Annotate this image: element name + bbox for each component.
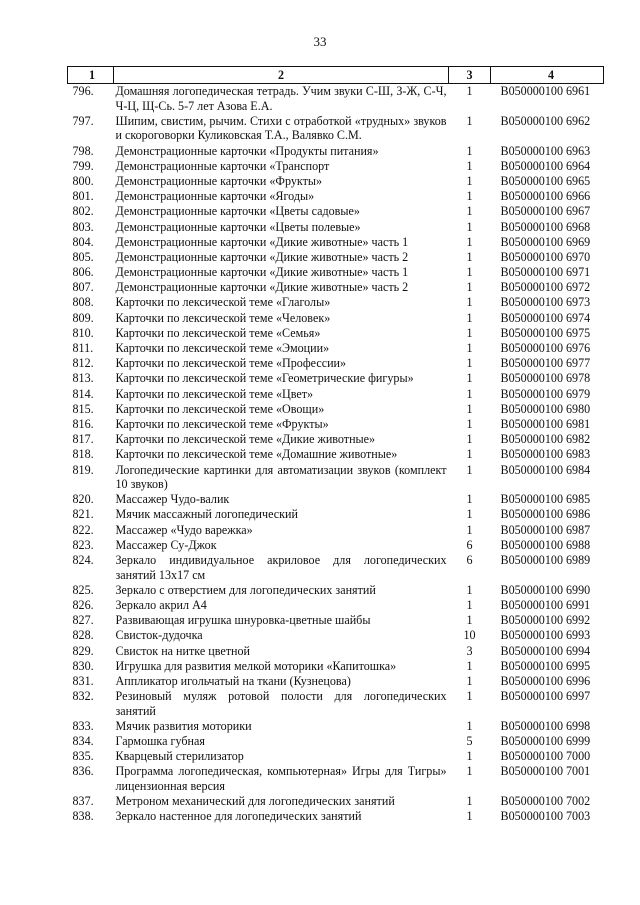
row-number: 809. bbox=[72, 310, 94, 325]
row-inventory-code: B050000100 6969 bbox=[500, 234, 591, 249]
table-row bbox=[68, 523, 604, 538]
row-quantity: 1 bbox=[466, 447, 473, 462]
row-quantity: 1 bbox=[466, 401, 473, 416]
row-number: 801. bbox=[72, 189, 94, 204]
row-inventory-code: B050000100 6991 bbox=[500, 598, 591, 612]
row-quantity: 1 bbox=[466, 371, 473, 386]
table-row bbox=[68, 295, 604, 310]
table-row bbox=[68, 174, 604, 189]
row-inventory-code: B050000100 6964 bbox=[500, 158, 591, 173]
table-row bbox=[68, 432, 604, 447]
row-quantity: 1 bbox=[466, 219, 473, 234]
row-inventory-code: B050000100 6962 bbox=[500, 113, 591, 128]
row-item-name: Демонстрационные карточки «Дикие животные» часть 1 bbox=[115, 265, 409, 280]
row-inventory-code: B050000100 6998 bbox=[500, 718, 591, 733]
table-row bbox=[68, 371, 604, 386]
row-number: 819. bbox=[72, 462, 94, 477]
row-number: 814. bbox=[72, 386, 94, 401]
row-item-name: Резиновый муляж ротовой полости для логопедических занятий bbox=[115, 689, 447, 718]
header-col-2: 2 bbox=[114, 67, 449, 84]
row-inventory-code: B050000100 6974 bbox=[500, 310, 591, 325]
row-inventory-code: B050000100 6963 bbox=[500, 143, 591, 158]
row-inventory-code: B050000100 6981 bbox=[500, 416, 591, 431]
table-row bbox=[68, 235, 604, 250]
row-number: 808. bbox=[72, 295, 94, 310]
row-quantity: 1 bbox=[466, 143, 473, 158]
table-row bbox=[68, 250, 604, 265]
row-number: 802. bbox=[72, 204, 94, 219]
row-inventory-code: B050000100 6975 bbox=[500, 325, 591, 340]
table-row bbox=[68, 447, 604, 462]
row-inventory-code: B050000100 6978 bbox=[500, 371, 591, 386]
table-row bbox=[68, 387, 604, 402]
row-quantity: 10 bbox=[463, 628, 476, 643]
row-quantity: 1 bbox=[466, 234, 473, 249]
row-quantity: 1 bbox=[466, 386, 473, 401]
row-item-name: Логопедические картинки для автоматизации звуков (комплект 10 звуков) bbox=[115, 462, 447, 492]
row-quantity: 1 bbox=[466, 204, 473, 219]
table-row bbox=[68, 114, 604, 144]
table-row bbox=[68, 189, 604, 204]
table-row bbox=[68, 644, 604, 659]
row-inventory-code: B050000100 6965 bbox=[500, 173, 591, 188]
table-row bbox=[68, 598, 604, 613]
row-item-name: Демонстрационные карточки «Цветы полевые» bbox=[115, 219, 361, 234]
row-quantity: 1 bbox=[466, 764, 473, 779]
row-number: 821. bbox=[72, 507, 94, 522]
table-row bbox=[68, 159, 604, 174]
row-number: 832. bbox=[72, 689, 94, 704]
row-number: 811. bbox=[72, 341, 94, 355]
table-row bbox=[68, 538, 604, 553]
table-row bbox=[68, 280, 604, 295]
row-item-name: Демонстрационные карточки «Транспорт bbox=[115, 158, 330, 173]
table-body bbox=[68, 84, 604, 825]
table-row bbox=[68, 553, 604, 583]
row-item-name: Демонстрационные карточки «Фрукты» bbox=[115, 173, 323, 188]
row-item-name: Карточки по лексической теме «Цвет» bbox=[115, 386, 314, 401]
row-quantity: 1 bbox=[466, 280, 473, 295]
row-item-name: Карточки по лексической теме «Семья» bbox=[115, 325, 321, 340]
row-number: 820. bbox=[72, 492, 94, 507]
row-item-name: Демонстрационные карточки «Ягоды» bbox=[115, 189, 315, 204]
row-item-name: Гармошка губная bbox=[115, 734, 205, 749]
row-number: 818. bbox=[72, 447, 94, 462]
row-number: 835. bbox=[72, 749, 94, 764]
row-inventory-code: B050000100 6983 bbox=[500, 447, 591, 462]
row-quantity: 1 bbox=[466, 689, 473, 704]
row-number: 816. bbox=[72, 416, 94, 431]
row-quantity: 1 bbox=[466, 749, 473, 764]
table-row bbox=[68, 341, 604, 356]
row-number: 822. bbox=[72, 522, 94, 537]
table-row bbox=[68, 220, 604, 235]
row-number: 838. bbox=[72, 809, 94, 824]
row-quantity: 1 bbox=[466, 673, 473, 688]
row-number: 803. bbox=[72, 219, 94, 234]
table-header-row bbox=[68, 67, 604, 84]
table-row bbox=[68, 507, 604, 522]
row-number: 828. bbox=[72, 628, 94, 643]
row-item-name: Карточки по лексической теме «Геометрические фигуры» bbox=[115, 371, 414, 386]
row-item-name: Свисток на нитке цветной bbox=[115, 643, 251, 658]
row-item-name: Карточки по лексической теме «Фрукты» bbox=[115, 416, 329, 431]
table-row bbox=[68, 144, 604, 159]
row-number: 799. bbox=[72, 158, 94, 173]
table-row bbox=[68, 84, 604, 114]
row-inventory-code: B050000100 6973 bbox=[500, 295, 591, 310]
row-item-name: Метроном механический для логопедических занятий bbox=[115, 794, 395, 809]
row-inventory-code: B050000100 6985 bbox=[500, 492, 591, 507]
inventory-table-wrapper bbox=[67, 66, 601, 825]
table-row bbox=[68, 719, 604, 734]
row-number: 834. bbox=[72, 734, 94, 749]
row-inventory-code: B050000100 6986 bbox=[500, 507, 591, 522]
row-number: 817. bbox=[72, 432, 94, 447]
row-number: 804. bbox=[72, 234, 94, 249]
inventory-table bbox=[67, 66, 604, 825]
row-item-name: Демонстрационные карточки «Цветы садовые» bbox=[115, 204, 360, 219]
header-col-4: 4 bbox=[491, 67, 604, 84]
row-quantity: 6 bbox=[466, 537, 473, 552]
row-inventory-code: B050000100 6992 bbox=[500, 613, 591, 628]
row-quantity: 1 bbox=[466, 113, 473, 128]
table-row bbox=[68, 734, 604, 749]
row-inventory-code: B050000100 6979 bbox=[500, 386, 591, 401]
table-row bbox=[68, 659, 604, 674]
row-quantity: 1 bbox=[466, 84, 473, 98]
row-item-name: Карточки по лексической теме «Человек» bbox=[115, 310, 331, 325]
row-item-name: Шипим, свистим, рычим. Стихи с отработкой «трудных» звуков и скороговорки Куликовская Т.А., Валявко С.М. bbox=[115, 113, 447, 143]
row-item-name: Карточки по лексической теме «Эмоции» bbox=[115, 341, 330, 355]
row-inventory-code: B050000100 6999 bbox=[500, 734, 591, 749]
table-row bbox=[68, 809, 604, 824]
row-item-name: Свисток-дудочка bbox=[115, 628, 203, 643]
row-inventory-code: B050000100 7001 bbox=[500, 764, 591, 779]
row-item-name: Карточки по лексической теме «Глаголы» bbox=[115, 295, 331, 310]
row-number: 833. bbox=[72, 718, 94, 733]
row-quantity: 1 bbox=[466, 295, 473, 310]
row-inventory-code: B050000100 6966 bbox=[500, 189, 591, 204]
row-quantity: 1 bbox=[466, 582, 473, 597]
row-item-name: Развивающая игрушка шнуровка-цветные шайбы bbox=[115, 613, 371, 628]
row-item-name: Карточки по лексической теме «Профессии» bbox=[115, 356, 347, 371]
row-inventory-code: B050000100 6968 bbox=[500, 219, 591, 234]
row-quantity: 1 bbox=[466, 249, 473, 264]
row-quantity: 1 bbox=[466, 341, 473, 355]
table-row bbox=[68, 204, 604, 219]
table-row bbox=[68, 356, 604, 371]
row-item-name: Домашняя логопедическая тетрадь. Учим звуки С-Ш, З-Ж, С-Ч, Ч-Ц, Щ-Сь. 5-7 лет Азова Е.А. bbox=[115, 84, 447, 113]
table-row bbox=[68, 764, 604, 794]
table-row bbox=[68, 628, 604, 643]
row-quantity: 1 bbox=[466, 598, 473, 612]
row-number: 823. bbox=[72, 537, 94, 552]
row-number: 831. bbox=[72, 673, 94, 688]
header-col-1: 1 bbox=[68, 67, 114, 84]
row-quantity: 6 bbox=[466, 553, 473, 568]
row-number: 813. bbox=[72, 371, 94, 386]
row-number: 810. bbox=[72, 325, 94, 340]
row-quantity: 1 bbox=[466, 173, 473, 188]
row-inventory-code: B050000100 6972 bbox=[500, 280, 591, 295]
row-quantity: 1 bbox=[466, 158, 473, 173]
header-col-3: 3 bbox=[449, 67, 491, 84]
row-number: 805. bbox=[72, 249, 94, 264]
row-quantity: 1 bbox=[466, 658, 473, 673]
table-row bbox=[68, 794, 604, 809]
row-quantity: 1 bbox=[466, 794, 473, 809]
row-item-name: Аппликатор игольчатый на ткани (Кузнецова) bbox=[115, 673, 351, 688]
row-number: 798. bbox=[72, 143, 94, 158]
row-quantity: 1 bbox=[466, 189, 473, 204]
table-row bbox=[68, 402, 604, 417]
row-item-name: Демонстрационные карточки «Продукты питания» bbox=[115, 143, 379, 158]
table-row bbox=[68, 583, 604, 598]
row-inventory-code: B050000100 6996 bbox=[500, 673, 591, 688]
row-item-name: Массажер Су-Джок bbox=[115, 537, 217, 552]
row-quantity: 1 bbox=[466, 310, 473, 325]
row-number: 829. bbox=[72, 643, 94, 658]
row-inventory-code: B050000100 6971 bbox=[500, 265, 591, 280]
row-quantity: 1 bbox=[466, 522, 473, 537]
row-number: 800. bbox=[72, 173, 94, 188]
row-quantity: 1 bbox=[466, 416, 473, 431]
row-item-name: Карточки по лексической теме «Дикие животные» bbox=[115, 432, 376, 447]
table-row bbox=[68, 689, 604, 719]
row-item-name: Карточки по лексической теме «Домашние животные» bbox=[115, 447, 398, 462]
row-quantity: 1 bbox=[466, 432, 473, 447]
row-inventory-code: B050000100 6982 bbox=[500, 432, 591, 447]
row-number: 797. bbox=[72, 113, 94, 128]
row-item-name: Зеркало акрил А4 bbox=[115, 598, 207, 612]
row-number: 807. bbox=[72, 280, 94, 295]
row-inventory-code: B050000100 6984 bbox=[500, 462, 591, 477]
row-item-name: Демонстрационные карточки «Дикие животные» часть 2 bbox=[115, 249, 409, 264]
row-inventory-code: B050000100 7003 bbox=[500, 809, 591, 824]
row-item-name: Зеркало индивидуальное акриловое для логопедических занятий 13х17 см bbox=[115, 553, 447, 582]
row-quantity: 1 bbox=[466, 462, 473, 477]
row-item-name: Зеркало с отверстием для логопедических занятий bbox=[115, 582, 376, 597]
row-item-name: Массажер Чудо-валик bbox=[115, 492, 230, 507]
row-quantity: 3 bbox=[466, 643, 473, 658]
row-quantity: 1 bbox=[466, 718, 473, 733]
row-number: 824. bbox=[72, 553, 94, 568]
row-number: 837. bbox=[72, 794, 94, 809]
row-inventory-code: B050000100 7000 bbox=[500, 749, 591, 764]
row-number: 806. bbox=[72, 265, 94, 280]
row-inventory-code: B050000100 6989 bbox=[500, 553, 591, 568]
row-number: 830. bbox=[72, 658, 94, 673]
row-item-name: Зеркало настенное для логопедических занятий bbox=[115, 809, 362, 824]
table-row bbox=[68, 417, 604, 432]
row-inventory-code: B050000100 6987 bbox=[500, 522, 591, 537]
row-inventory-code: B050000100 6994 bbox=[500, 643, 591, 658]
row-item-name: Кварцевый стерилизатор bbox=[115, 749, 244, 764]
row-item-name: Программа логопедическая, компьютерная» Игры для Тигры» лицензионная версия bbox=[115, 764, 447, 794]
row-item-name: Демонстрационные карточки «Дикие животные» часть 1 bbox=[115, 234, 409, 249]
row-number: 826. bbox=[72, 598, 94, 612]
row-number: 815. bbox=[72, 401, 94, 416]
table-row bbox=[68, 265, 604, 280]
table-row bbox=[68, 492, 604, 507]
row-quantity: 1 bbox=[466, 356, 473, 371]
row-number: 825. bbox=[72, 582, 94, 597]
row-number: 836. bbox=[72, 764, 94, 779]
row-item-name: Игрушка для развития мелкой моторики «Капитошка» bbox=[115, 658, 397, 673]
row-quantity: 5 bbox=[466, 734, 473, 749]
row-inventory-code: B050000100 6970 bbox=[500, 249, 591, 264]
row-inventory-code: B050000100 6977 bbox=[500, 356, 591, 371]
row-inventory-code: B050000100 7002 bbox=[500, 794, 591, 809]
page-number: 33 bbox=[313, 34, 327, 49]
row-quantity: 1 bbox=[466, 613, 473, 628]
row-item-name: Демонстрационные карточки «Дикие животные» часть 2 bbox=[115, 280, 409, 295]
row-quantity: 1 bbox=[466, 507, 473, 522]
row-inventory-code: B050000100 6967 bbox=[500, 204, 591, 219]
row-inventory-code: B050000100 6995 bbox=[500, 658, 591, 673]
row-inventory-code: B050000100 6993 bbox=[500, 628, 591, 643]
table-row bbox=[68, 674, 604, 689]
table-row bbox=[68, 613, 604, 628]
row-number: 827. bbox=[72, 613, 94, 628]
row-quantity: 1 bbox=[466, 809, 473, 824]
row-inventory-code: B050000100 6976 bbox=[500, 341, 591, 355]
table-row bbox=[68, 326, 604, 341]
row-item-name: Мячик массажный логопедический bbox=[115, 507, 298, 522]
row-item-name: Мячик развития моторики bbox=[115, 718, 252, 733]
row-inventory-code: B050000100 6988 bbox=[500, 537, 591, 552]
row-number: 812. bbox=[72, 356, 94, 371]
row-inventory-code: B050000100 6990 bbox=[500, 582, 591, 597]
row-quantity: 1 bbox=[466, 325, 473, 340]
table-row bbox=[68, 463, 604, 493]
row-number: 796. bbox=[72, 84, 94, 98]
row-item-name: Массажер «Чудо варежка» bbox=[115, 522, 253, 537]
row-quantity: 1 bbox=[466, 492, 473, 507]
row-inventory-code: B050000100 6980 bbox=[500, 401, 591, 416]
row-inventory-code: B050000100 6997 bbox=[500, 689, 591, 704]
row-quantity: 1 bbox=[466, 265, 473, 280]
row-inventory-code: B050000100 6961 bbox=[500, 84, 591, 98]
table-row bbox=[68, 311, 604, 326]
row-item-name: Карточки по лексической теме «Овощи» bbox=[115, 401, 325, 416]
table-row bbox=[68, 749, 604, 764]
